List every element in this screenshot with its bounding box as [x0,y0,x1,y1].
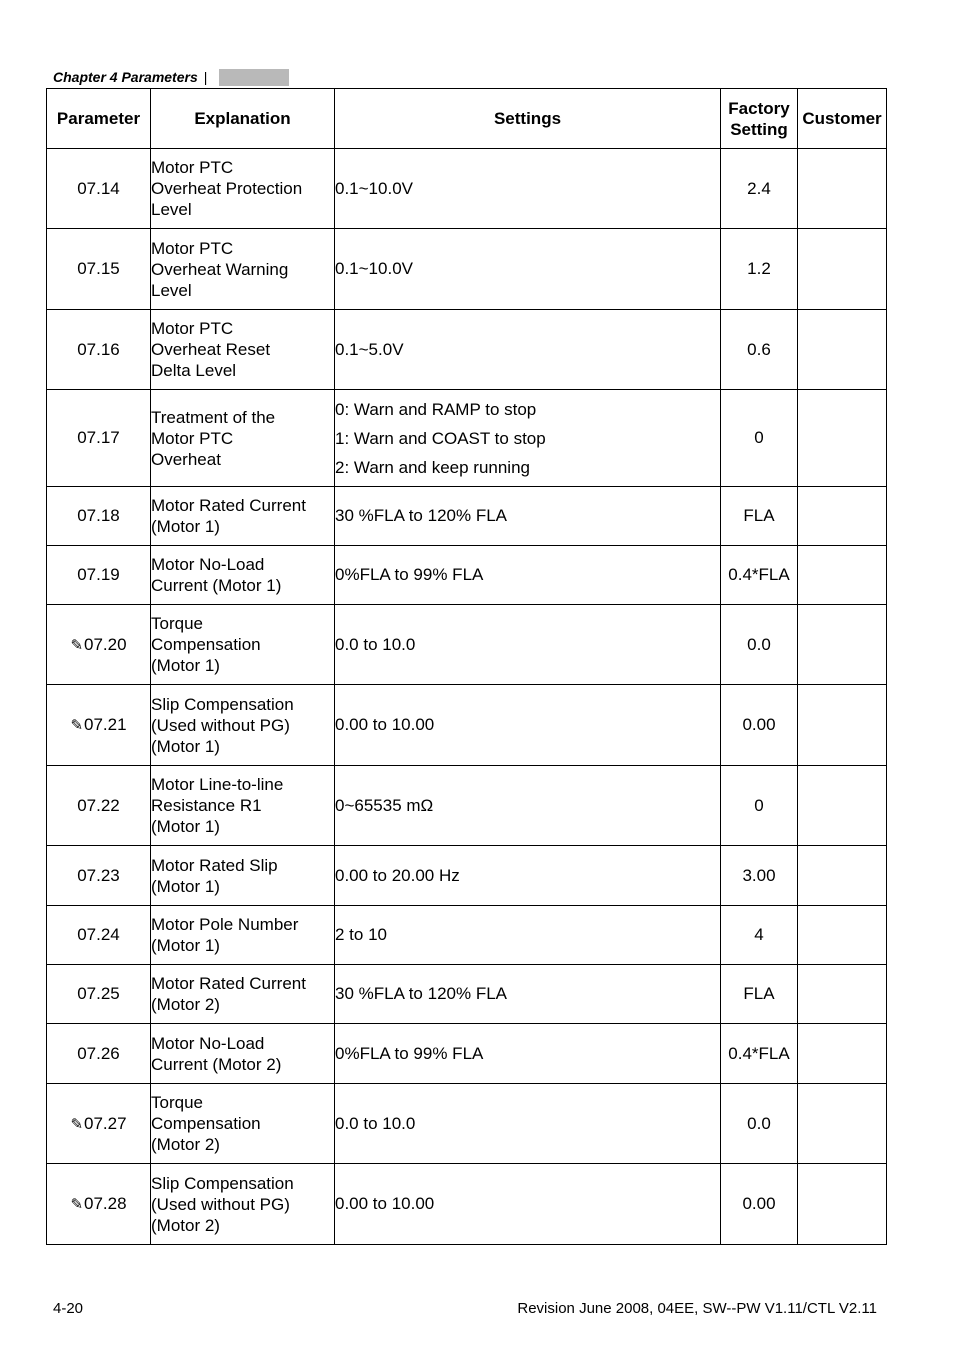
table-row [47,685,887,766]
explanation-line: Motor Pole Number [151,915,299,934]
settings-cell [335,1084,721,1164]
pencil-icon: ✎ [70,636,84,654]
explanation-cell [151,1084,335,1164]
factory-setting-cell: 4 [721,906,798,965]
factory-header-line2: Setting [730,119,788,139]
settings-cell [335,685,721,766]
parameter-cell [47,1084,151,1164]
factory-header-line1: Factory [728,98,790,118]
settings-cell [335,846,721,906]
customer-cell [798,685,887,766]
customer-cell [798,1164,887,1245]
settings-cell [335,965,721,1024]
table-row [47,229,887,310]
chapter-title: Chapter 4 Parameters [53,69,198,85]
explanation-line: Compensation [151,1114,261,1133]
settings-cell [335,149,721,229]
explanation-line: Motor PTC [151,319,234,338]
factory-setting-cell: 0.00 [721,1164,798,1245]
settings-cell [335,1024,721,1084]
explanation-cell [151,546,335,605]
explanation-cell [151,487,335,546]
customer-cell [798,846,887,906]
customer-cell [798,906,887,965]
parameter-cell [47,390,151,487]
pencil-icon: ✎ [70,717,84,734]
explanation-line: Level [151,200,192,219]
parameter-code: 07.17 [77,428,120,447]
table-row [47,310,887,390]
factory-setting-cell: 0.0 [721,1084,798,1164]
factory-setting-cell: 0.6 [721,310,798,390]
factory-setting-cell: 0 [721,766,798,846]
customer-cell [798,229,887,310]
settings-cell [335,310,721,390]
explanation-line: Motor PTC [151,238,234,258]
parameter-cell [47,685,151,766]
parameter-cell [47,310,151,390]
settings-line: 0.00 to 20.00 Hz [335,865,460,885]
explanation-cell [151,310,335,390]
explanation-line: Current (Motor 2) [151,1054,282,1074]
explanation-line: Current (Motor 1) [151,576,282,595]
pencil-icon: ✎ [70,1196,84,1213]
explanation-line: Torque [151,1093,203,1112]
page-header [53,66,289,88]
explanation-line: Motor Rated Current [151,974,306,993]
settings-line: 0~65535 mΩ [335,795,434,815]
table-row [47,149,887,229]
table-header-row [47,89,887,149]
settings-line: 0.00 to 10.00 [335,715,435,734]
settings-cell [335,390,721,487]
settings-line: 0.1~5.0V [335,339,404,359]
explanation-line: Overheat Protection [151,179,303,198]
explanation-line: Motor PTC [151,428,234,448]
settings-line: 1: Warn and COAST to stop [335,428,546,448]
explanation-line: (Motor 1) [151,517,220,536]
settings-line: 0.00 to 10.00 [335,1194,435,1213]
explanation-cell [151,766,335,846]
settings-cell [335,229,721,310]
factory-setting-cell: 2.4 [721,149,798,229]
explanation-line: (Motor 2) [151,1215,220,1235]
factory-setting-cell: FLA [721,965,798,1024]
factory-setting-cell: FLA [721,487,798,546]
table-row [47,906,887,965]
page-number: 4-20 [53,1300,84,1317]
table-row [47,1084,887,1164]
settings-line: 30 %FLA to 120% FLA [335,984,507,1003]
header-separator: | [203,69,208,85]
customer-cell [798,965,887,1024]
parameter-code: 07.25 [77,984,120,1003]
factory-setting-cell: 0.0 [721,605,798,685]
parameter-cell [47,605,151,685]
explanation-line: Level [151,280,192,300]
customer-cell [798,766,887,846]
parameter-code: 07.24 [77,925,120,944]
explanation-line: Slip Compensation [151,694,294,714]
table-row [47,546,887,605]
table-row [47,766,887,846]
parameter-code: 07.20 [84,634,127,654]
table-row [47,487,887,546]
explanation-line: Motor Line-to-line [151,775,284,794]
customer-cell [798,487,887,546]
explanation-line: (Motor 2) [151,995,220,1014]
factory-setting-cell: 0.00 [721,685,798,766]
explanation-line: Compensation [151,635,261,654]
explanation-line: Motor Rated Current [151,496,306,515]
explanation-line: Overheat Reset [151,340,271,359]
settings-line: 0: Warn and RAMP to stop [335,399,537,419]
parameter-cell [47,846,151,906]
customer-cell [798,310,887,390]
explanation-line: Resistance R1 [151,796,262,815]
factory-setting-cell: 0 [721,390,798,487]
vfd-e-logo [219,69,289,86]
explanation-line: (Motor 1) [151,656,220,675]
explanation-cell [151,1024,335,1084]
customer-cell [798,546,887,605]
customer-cell [798,1024,887,1084]
customer-cell [798,1084,887,1164]
settings-line: 0.0 to 10.0 [335,634,416,654]
explanation-line: Overheat Warning [151,259,289,279]
explanation-cell [151,229,335,310]
parameter-code: 07.14 [77,178,120,198]
explanation-line: (Motor 1) [151,817,220,836]
parameter-code: 07.27 [84,1113,127,1133]
parameter-cell [47,487,151,546]
revision-note: Revision June 2008, 04EE, SW--PW V1.11/CTL V2.11 [517,1300,877,1317]
settings-cell [335,1164,721,1245]
settings-cell [335,605,721,685]
table-body [47,149,887,1245]
explanation-cell [151,390,335,487]
settings-line: 30 %FLA to 120% FLA [335,506,507,525]
customer-cell [798,149,887,229]
factory-setting-cell: 0.4*FLA [721,1024,798,1084]
explanation-line: (Motor 1) [151,876,220,896]
parameter-cell [47,546,151,605]
customer-cell [798,390,887,487]
column-header-customer: Customer [798,89,887,149]
parameter-code: 07.21 [84,715,127,734]
factory-setting-cell: 1.2 [721,229,798,310]
settings-cell [335,906,721,965]
parameter-code: 07.18 [77,506,120,525]
parameter-cell [47,149,151,229]
parameter-cell [47,965,151,1024]
explanation-line: (Motor 1) [151,936,220,955]
table-row [47,605,887,685]
settings-cell [335,546,721,605]
column-header-explanation: Explanation [151,89,335,149]
explanation-line: (Used without PG) [151,715,290,735]
table-row [47,390,887,487]
explanation-line: Slip Compensation [151,1173,294,1193]
customer-cell [798,605,887,685]
explanation-line: Motor No-Load [151,1033,265,1053]
settings-line: 0.0 to 10.0 [335,1113,416,1133]
settings-line: 2: Warn and keep running [335,457,530,477]
parameter-cell [47,766,151,846]
explanation-cell [151,965,335,1024]
parameter-code: 07.22 [77,795,120,815]
settings-cell [335,766,721,846]
factory-setting-cell: 3.00 [721,846,798,906]
settings-line: 2 to 10 [335,925,387,944]
settings-line: 0.1~10.0V [335,259,413,278]
parameter-cell [47,1164,151,1245]
explanation-cell [151,149,335,229]
column-header-factory-setting [721,89,798,149]
explanation-line: Motor No-Load [151,555,265,574]
settings-line: 0%FLA to 99% FLA [335,1043,484,1063]
parameter-cell [47,1024,151,1084]
pencil-icon: ✎ [70,1115,84,1133]
explanation-cell [151,846,335,906]
column-header-parameter: Parameter [47,89,151,149]
explanation-line: Torque [151,614,203,633]
parameter-code: 07.28 [84,1194,127,1213]
parameter-code: 07.23 [77,865,120,885]
explanation-line: Delta Level [151,361,237,380]
explanation-line: Overheat [151,449,221,469]
parameter-code: 07.26 [77,1043,120,1063]
parameter-code: 07.16 [77,339,120,359]
table-row [47,1024,887,1084]
explanation-line: (Motor 1) [151,736,220,756]
parameter-cell [47,229,151,310]
settings-cell [335,487,721,546]
parameter-code: 07.15 [77,259,120,278]
explanation-cell [151,906,335,965]
explanation-cell [151,605,335,685]
parameter-cell [47,906,151,965]
explanation-line: Motor Rated Slip [151,855,278,875]
factory-setting-cell: 0.4*FLA [721,546,798,605]
table-row [47,1164,887,1245]
settings-line: 0.1~10.0V [335,178,413,198]
parameter-table [46,88,887,1245]
explanation-cell [151,685,335,766]
explanation-line: Treatment of the [151,407,276,427]
explanation-line: (Used without PG) [151,1194,290,1214]
explanation-line: Motor PTC [151,158,234,177]
table-row [47,965,887,1024]
settings-line: 0%FLA to 99% FLA [335,565,484,584]
explanation-line: (Motor 2) [151,1135,220,1154]
table-row [47,846,887,906]
explanation-cell [151,1164,335,1245]
parameter-code: 07.19 [77,565,120,584]
column-header-settings: Settings [335,89,721,149]
